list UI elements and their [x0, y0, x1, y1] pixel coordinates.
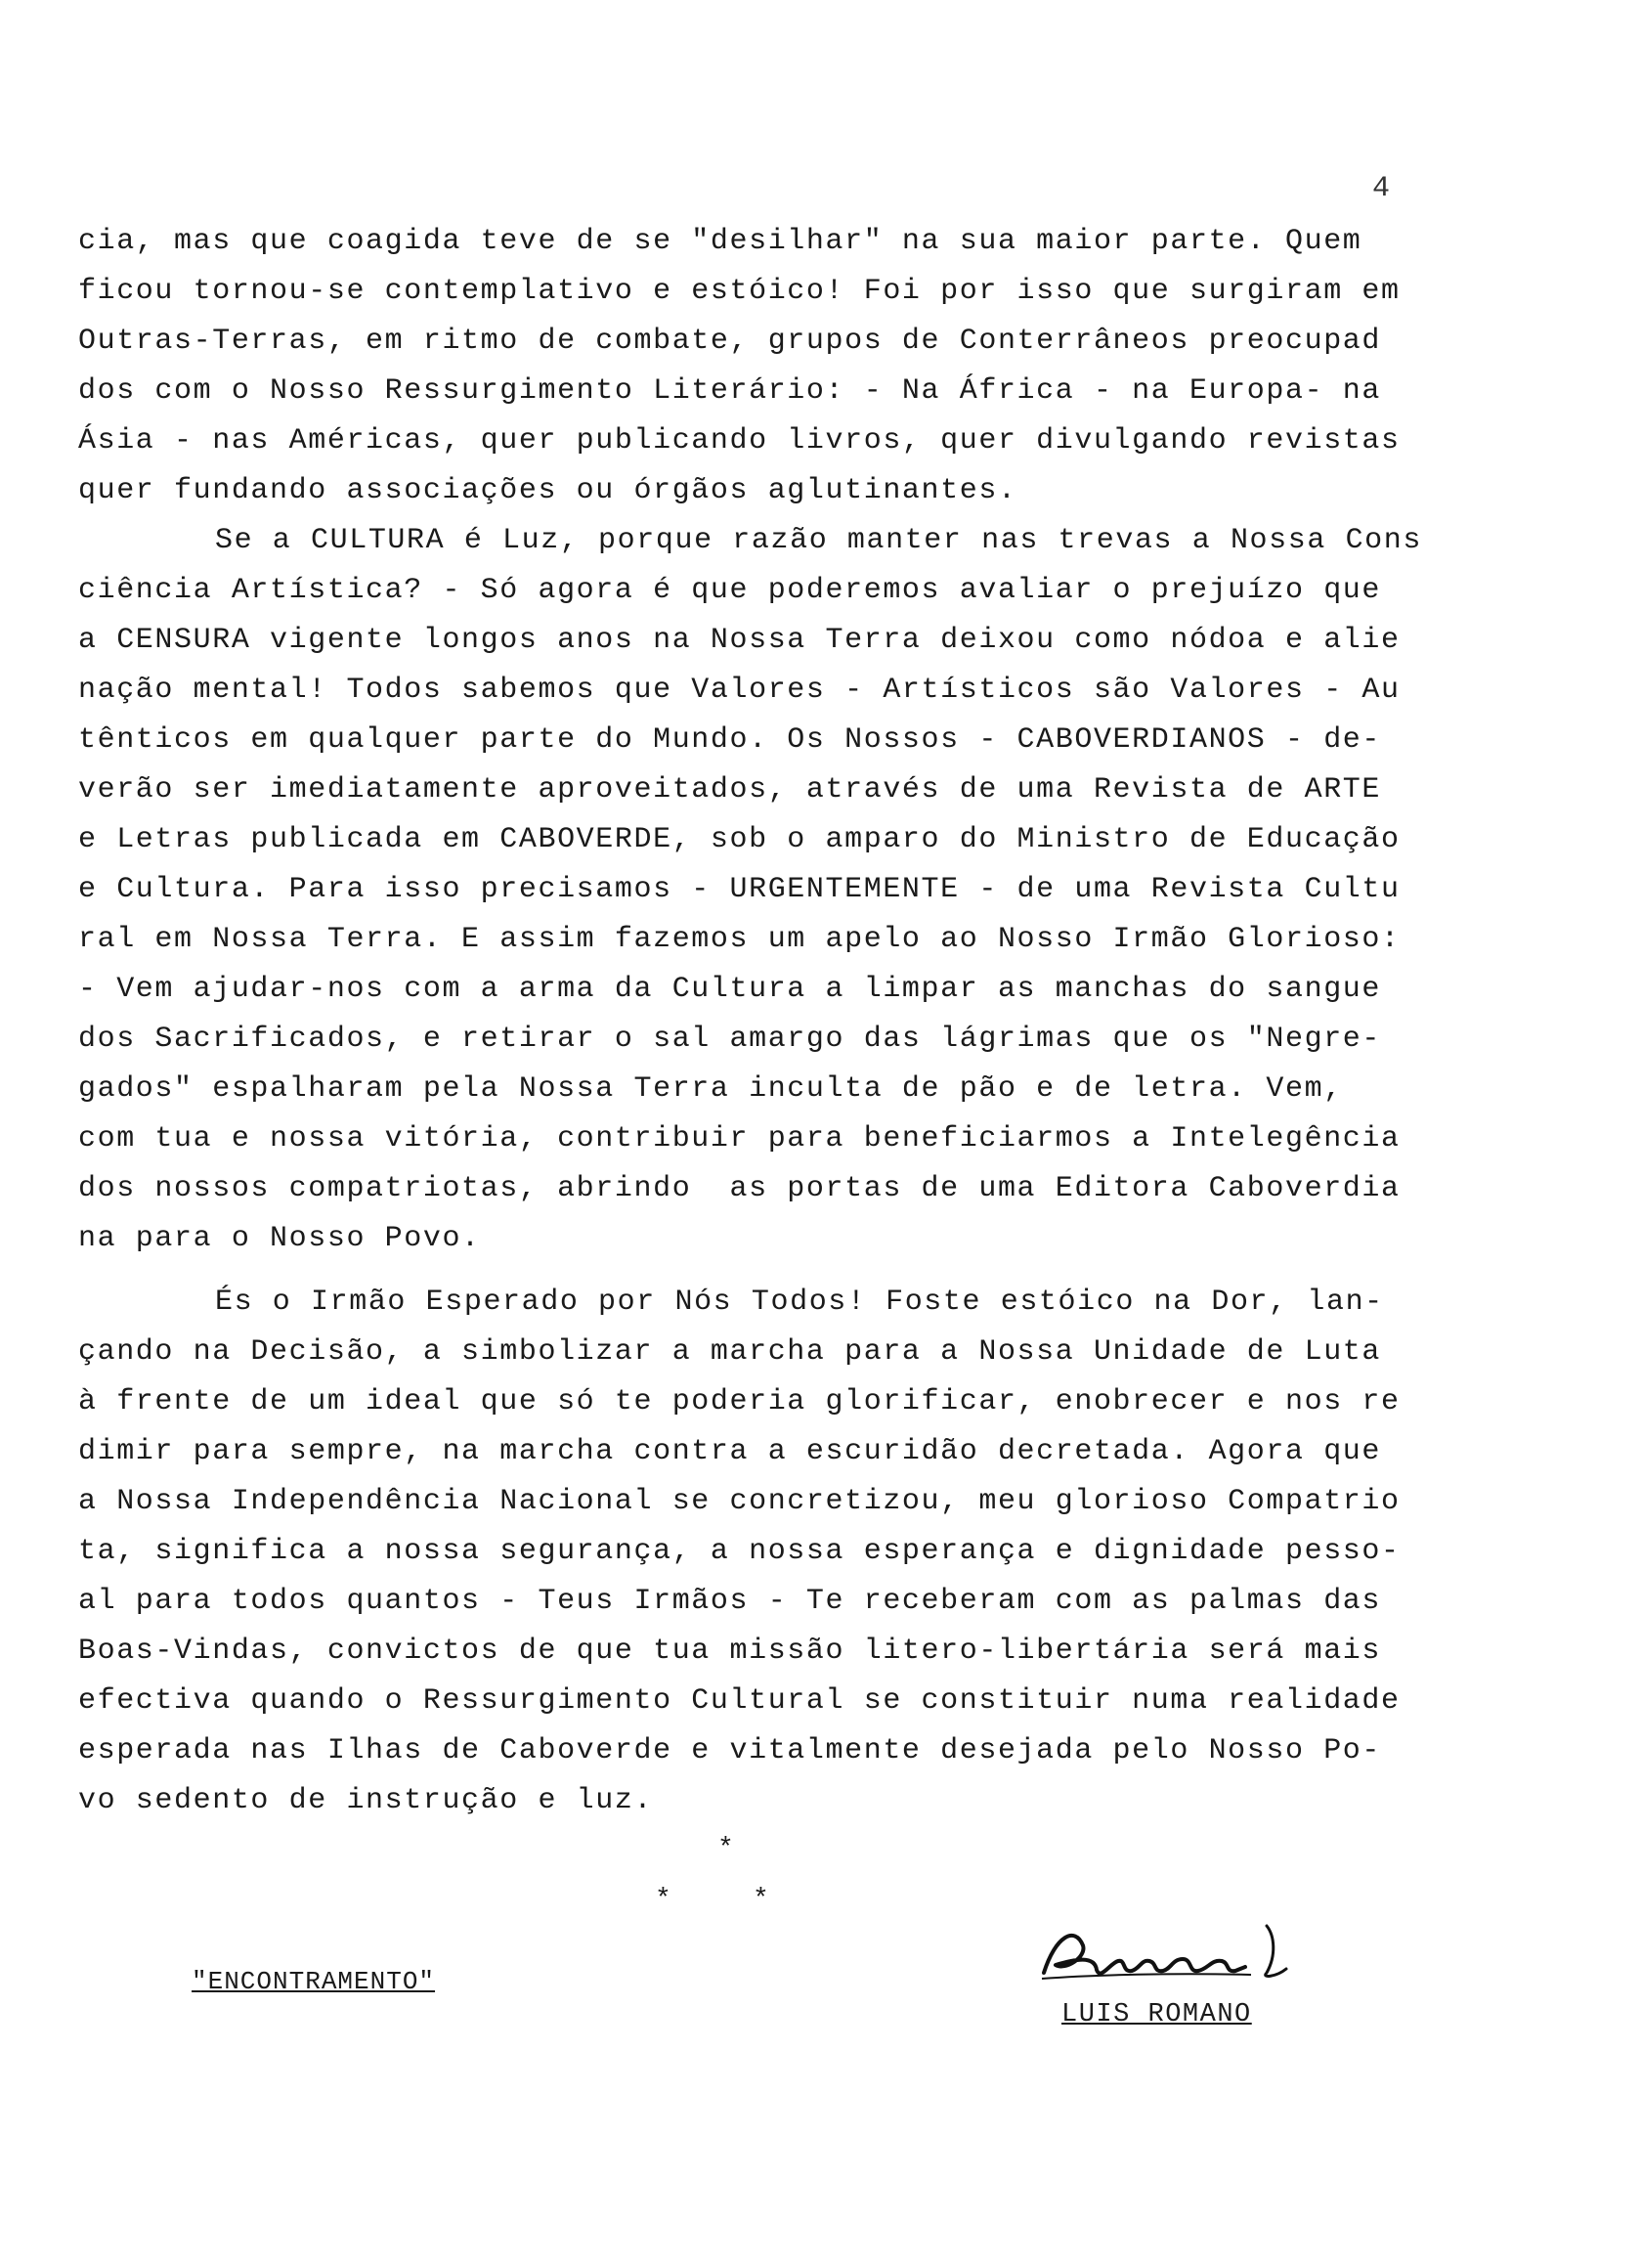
paragraph-2 — [78, 516, 1486, 1264]
text-line: com tua e nossa vitória, contribuir para beneficiarmos a Intelegência — [78, 1122, 1401, 1156]
text-line: Boas-Vindas, convictos de que tua missão litero-libertária será mais — [78, 1635, 1381, 1668]
asterisk: * — [655, 1885, 671, 1915]
text-line: gados" espalharam pela Nossa Terra inculta de pão e de letra. Vem, — [78, 1072, 1343, 1106]
paragraph-gap — [78, 1264, 1486, 1278]
closing-title: "ENCONTRAMENTO" — [192, 1967, 436, 1996]
text-line: a CENSURA vigente longos anos na Nossa Terra deixou como nódoa e alie — [78, 624, 1401, 657]
asterisk: * — [753, 1885, 769, 1915]
text-line: verão ser imediatamente aproveitados, através de uma Revista de ARTE — [78, 773, 1381, 807]
text-line: dos Sacrificados, e retirar o sal amargo das lágrimas que os "Negre- — [78, 1023, 1381, 1056]
author-name: LUIS ROMANO — [1061, 2000, 1252, 2029]
text-line: Se a CULTURA é Luz, porque razão manter nas trevas a Nossa Cons — [215, 524, 1422, 557]
text-line: e Letras publicada em CABOVERDE, sob o amparo do Ministro de Educação — [78, 823, 1401, 856]
text-line: dos nossos compatriotas, abrindo as portas de uma Editora Caboverdia — [78, 1172, 1401, 1205]
text-line: dos com o Nosso Ressurgimento Literário: - Na África - na Europa- na — [78, 374, 1381, 408]
text-line: na para o Nosso Povo. — [78, 1222, 481, 1255]
text-line: nação mental! Todos sabemos que Valores - Artísticos são Valores - Au — [78, 674, 1401, 707]
text-line: al para todos quantos - Teus Irmãos - Te receberam com as palmas das — [78, 1585, 1381, 1618]
letter-body — [78, 217, 1486, 1826]
text-line: Outras-Terras, em ritmo de combate, grupos de Conterrâneos preocupad — [78, 325, 1381, 358]
text-line: - Vem ajudar-nos com a arma da Cultura a limpar as manchas do sangue — [78, 973, 1381, 1006]
text-line: a Nossa Independência Nacional se concretizou, meu glorioso Compatrio — [78, 1485, 1401, 1518]
text-line: vo sedento de instrução e luz. — [78, 1784, 654, 1817]
text-line: esperada nas Ilhas de Caboverde e vitalmente desejada pelo Nosso Po- — [78, 1734, 1381, 1767]
text-line: És o Irmão Esperado por Nós Todos! Foste estóico na Dor, lan- — [215, 1286, 1384, 1319]
text-line: quer fundando associações ou órgãos aglutinantes. — [78, 474, 1017, 507]
asterisk: * — [717, 1834, 734, 1864]
asterism-divider — [626, 1834, 769, 1951]
text-line: efectiva quando o Ressurgimento Cultural se constituir numa realidade — [78, 1684, 1401, 1718]
page-number-mark: 4 — [1372, 172, 1391, 205]
paragraph-1 — [78, 217, 1486, 516]
text-line: à frente de um ideal que só te poderia glorificar, enobrecer e nos re — [78, 1385, 1401, 1418]
text-line: tênticos em qualquer parte do Mundo. Os Nossos - CABOVERDIANOS - de- — [78, 723, 1381, 757]
text-line: çando na Decisão, a simbolizar a marcha para a Nossa Unidade de Luta — [78, 1335, 1381, 1369]
paragraph-3 — [78, 1278, 1486, 1826]
text-line: ficou tornou-se contemplativo e estóico! Foi por isso que surgiram em — [78, 275, 1401, 308]
handwritten-signature — [1036, 1916, 1329, 1994]
text-line: ta, significa a nossa segurança, a nossa esperança e dignidade pesso- — [78, 1535, 1401, 1568]
text-line: ral em Nossa Terra. E assim fazemos um apelo ao Nosso Irmão Glorioso: — [78, 923, 1401, 956]
text-line: dimir para sempre, na marcha contra a escuridão decretada. Agora que — [78, 1435, 1381, 1468]
text-line: e Cultura. Para isso precisamos - URGENTEMENTE - de uma Revista Cultu — [78, 873, 1401, 906]
text-line: cia, mas que coagida teve de se "desilhar" na sua maior parte. Quem — [78, 225, 1362, 258]
text-line: Ásia - nas Américas, quer publicando livros, quer divulgando revistas — [78, 424, 1401, 458]
text-line: ciência Artística? - Só agora é que poderemos avaliar o prejuízo que — [78, 574, 1381, 607]
